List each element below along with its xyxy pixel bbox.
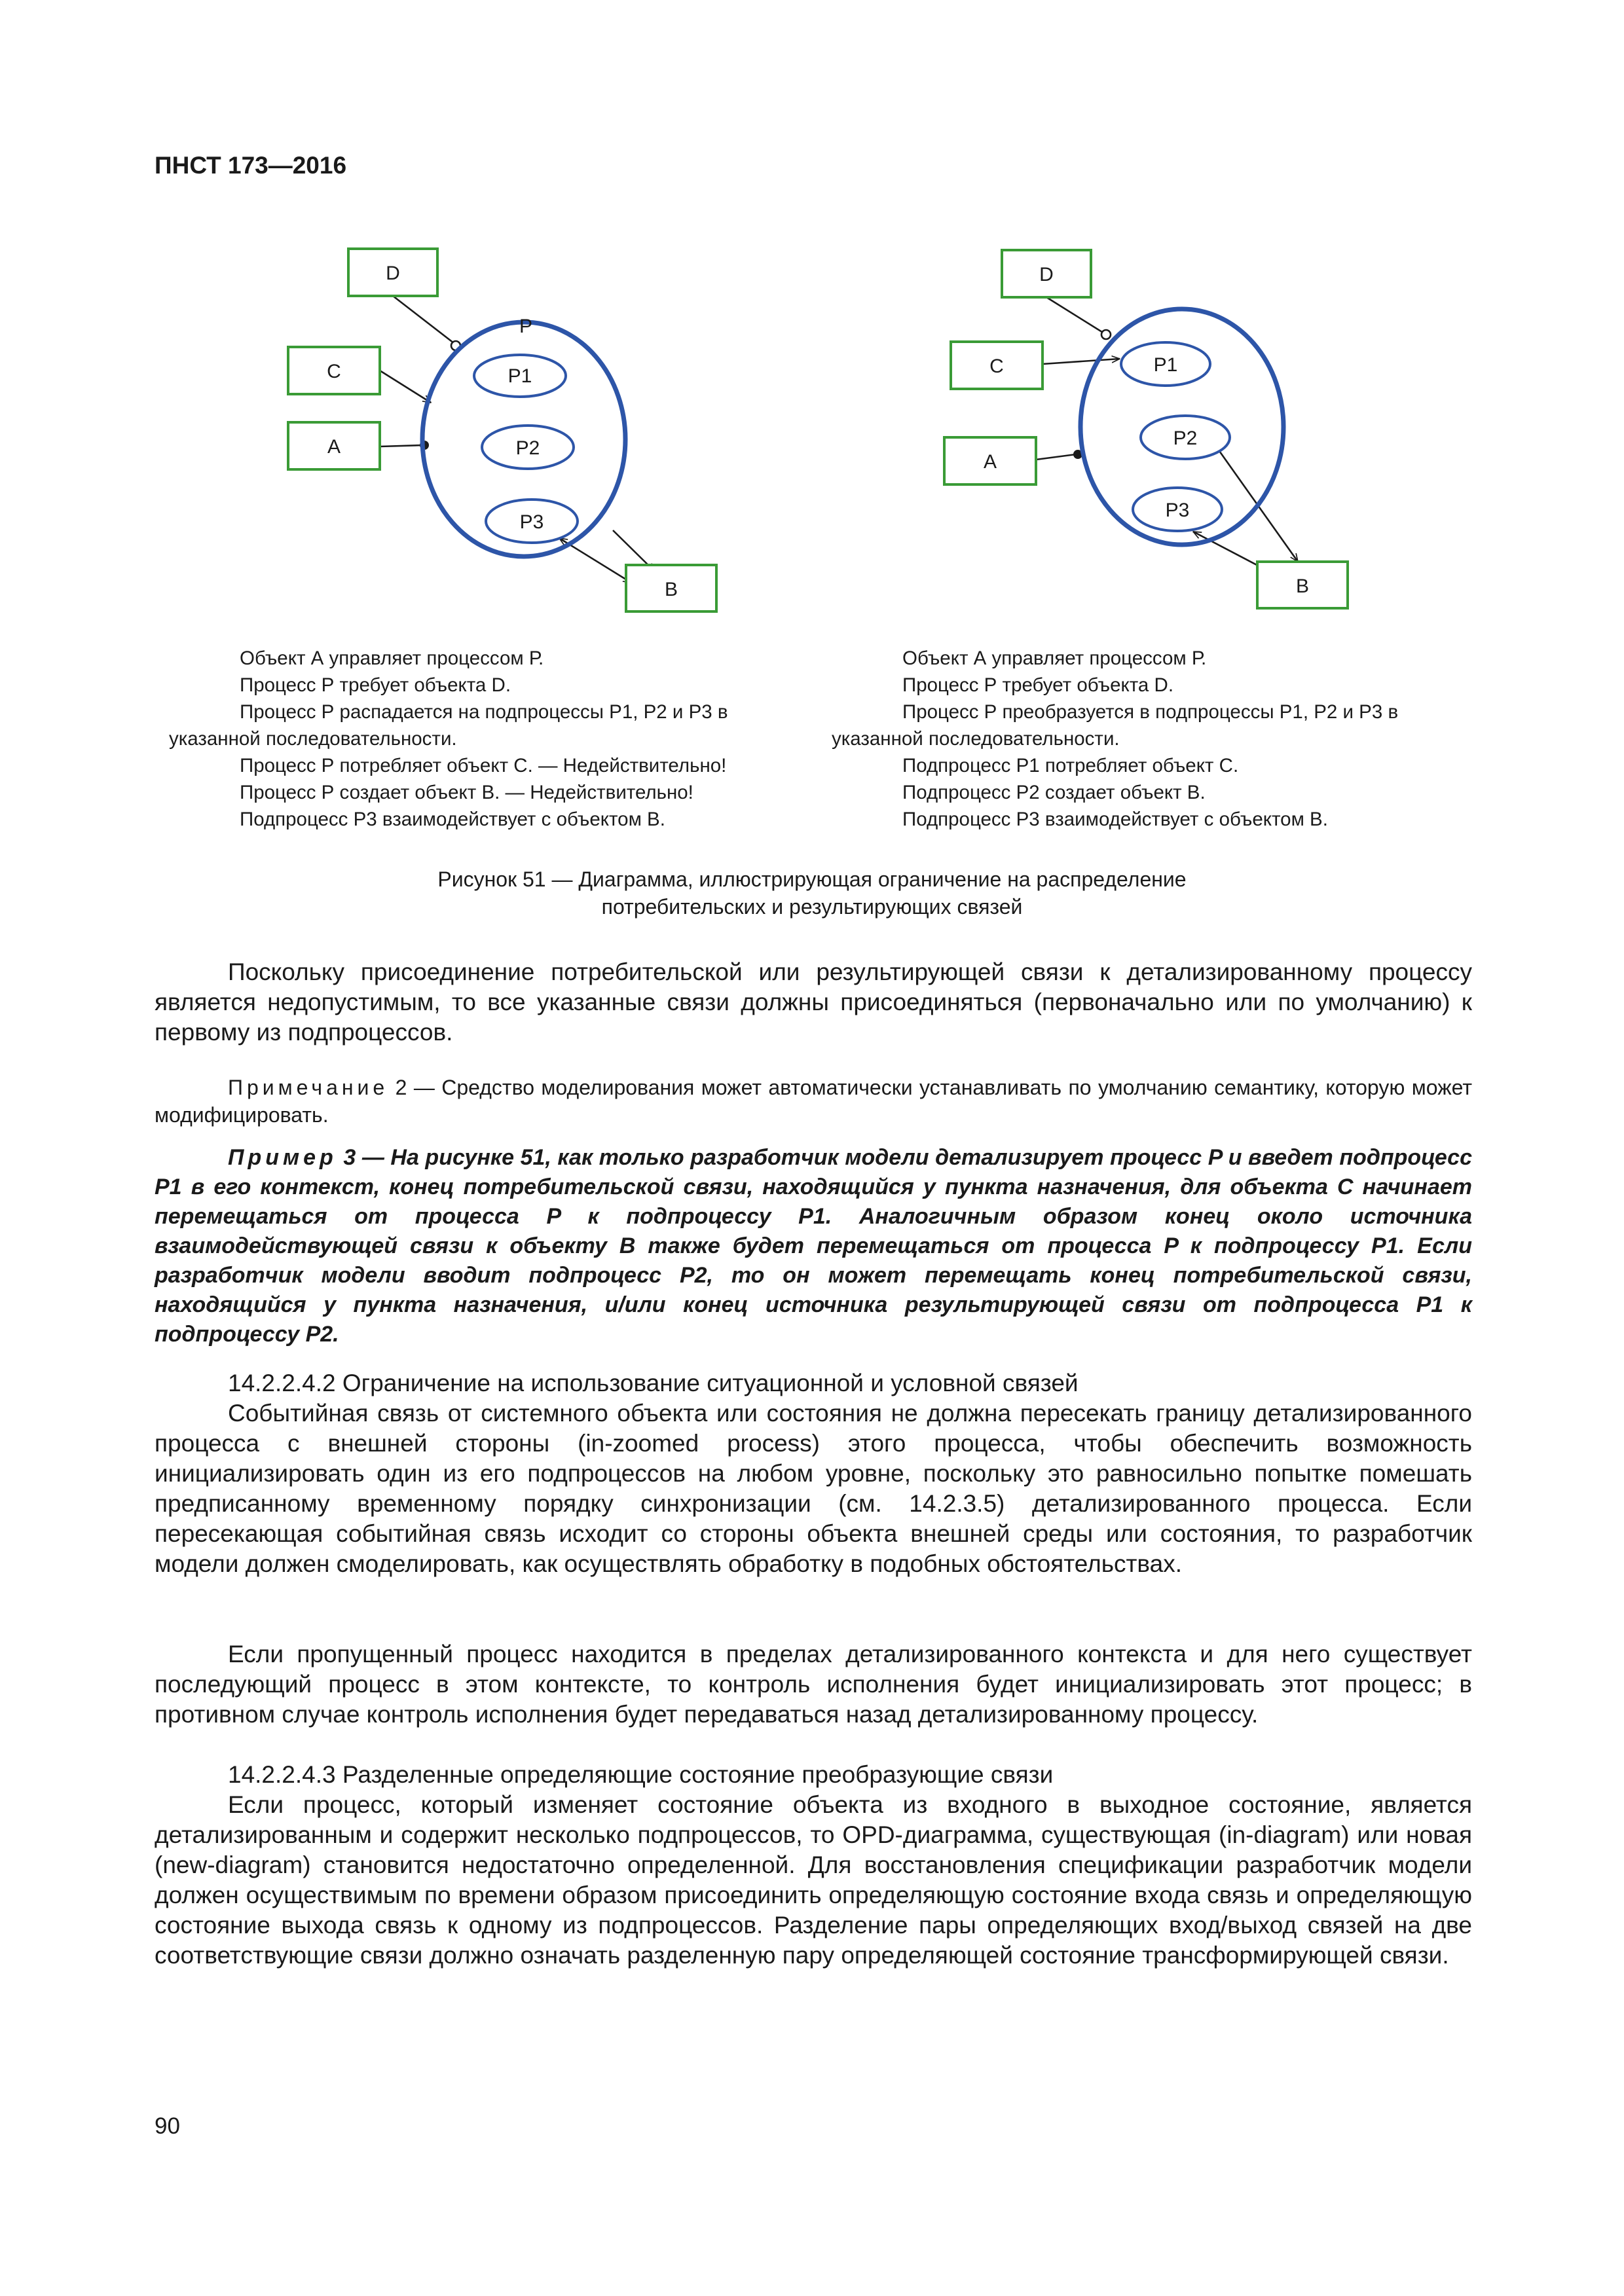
note-2 bbox=[155, 1074, 1472, 1129]
caption-line: Подпроцесс Р2 создает объект В. bbox=[902, 782, 1206, 803]
caption-line: Подпроцесс Р1 потребляет объект С. bbox=[902, 755, 1239, 776]
caption-line: Процесс Р распадается на подпроцессы Р1, Р2 и Р3 в bbox=[240, 701, 728, 723]
section-14-2-2-4-3-para1: Если процесс, который изменяет состояние объекта из входного в выходное состояние, является детализированным и содержит несколько подпроцессов, то OPD-диаграмма, существующая (in-diagram) или новая (new-diagram) становится недостаточно определенной. Для восстановления спецификации разработчик модели должен осуществимым по времени образом присоединить определяющую состояние входа связь и определяющую состояние выхода связь к одному из подпроцессов. Разделение пары определяющих вход/выход связей на две соответствующие связи должно означать разделенную пару определяющей состояние трансформирующей связи. bbox=[155, 1791, 1472, 1969]
object-d-label: D bbox=[1039, 264, 1054, 285]
figure-left-diagram bbox=[262, 242, 760, 635]
section-heading-14-2-2-4-3: 14.2.2.4.3 Разделенные определяющие состояние преобразующие связи bbox=[228, 1761, 1054, 1788]
paragraph-1: Поскольку присоединение потребительской или результирующей связи к детализированному процессу является недопустимым, то все указанные связи должны присоединяться (первоначально или по умолчанию) к первому из подпроцессов. bbox=[155, 958, 1472, 1046]
figure-left-caption bbox=[169, 645, 728, 833]
object-a-label: A bbox=[983, 451, 997, 473]
note-label: Примечание bbox=[228, 1076, 389, 1099]
caption-line: Процесс Р потребляет объект С. — Недействительно! bbox=[240, 755, 727, 776]
object-b-label: B bbox=[664, 579, 678, 600]
caption-line: Подпроцесс Р3 взаимодействует с объектом В. bbox=[240, 809, 665, 830]
link-a-p bbox=[1036, 454, 1076, 460]
link-c-p1 bbox=[1043, 359, 1120, 364]
caption-line: Процесс Р требует объекта D. bbox=[902, 674, 1174, 696]
example-3 bbox=[155, 1143, 1472, 1349]
caption-line: Процесс Р требует объекта D. bbox=[240, 674, 511, 696]
caption-line: указанной последовательности. bbox=[832, 728, 1120, 750]
caption-line: Объект А управляет процессом Р. bbox=[240, 647, 544, 669]
object-d-label: D bbox=[386, 263, 400, 284]
condition-circle bbox=[1101, 330, 1111, 339]
link-d-p bbox=[1046, 297, 1104, 333]
caption-line: указанной последовательности. bbox=[169, 728, 457, 750]
note-text: 2 — Средство моделирования может автоматически устанавливать по умолчанию семантику, которую может модифицировать. bbox=[155, 1076, 1472, 1127]
subprocess-p2-label: P2 bbox=[515, 437, 540, 459]
object-c-label: C bbox=[327, 361, 341, 382]
figure-caption-line1: Рисунок 51 — Диаграмма, иллюстрирующая ограничение на распределение bbox=[437, 867, 1187, 891]
document-header: ПНСТ 173—2016 bbox=[155, 152, 347, 179]
figure-caption-line2: потребительских и результирующих связей bbox=[601, 895, 1023, 919]
object-b-label: B bbox=[1295, 575, 1310, 597]
subprocess-p2-label: P2 bbox=[1173, 428, 1198, 449]
subprocess-p3-label: P3 bbox=[1165, 500, 1190, 521]
example-label: Пример bbox=[228, 1145, 337, 1170]
page-number: 90 bbox=[155, 2113, 180, 2139]
object-c-label: C bbox=[989, 355, 1004, 377]
figure-caption bbox=[151, 866, 1473, 920]
link-a-p bbox=[380, 445, 423, 446]
section-heading-14-2-2-4-2: 14.2.2.4.2 Ограничение на использование ситуационной и условной связей bbox=[228, 1370, 1079, 1396]
figure-right-caption bbox=[832, 645, 1398, 833]
link-d-p bbox=[393, 296, 454, 343]
subprocess-p1-label: P1 bbox=[507, 365, 532, 387]
figure-right-diagram bbox=[917, 242, 1414, 635]
section-14-2-2-4-2-para2: Если пропущенный процесс находится в пределах детализированного контекста и для него существует последующий процесс в этом контексте, то контроль исполнения будет инициализировать этот процесс; в противном случае контроль исполнения будет передаваться назад детализированному процессу. bbox=[155, 1641, 1472, 1728]
section-14-2-2-4-2-para1: Событийная связь от системного объекта или состояния не должна пересекать границу детализированного процесса с внешней стороны (in-zoomed process) этого процесса, чтобы обеспечить возможность инициализировать один из его подпроцессов на любом уровне, поскольку это равносильно попытке помешать предписанному временному порядку синхронизации (см. 14.2.3.5) детализированного процесса. Если пересекающая событийная связь исходит со стороны объекта внешней среды или состояния, то разработчик модели должен смоделировать, как осуществлять обработку в подобных обстоятельствах. bbox=[155, 1400, 1472, 1577]
object-a-label: A bbox=[327, 436, 341, 458]
caption-line: Объект А управляет процессом Р. bbox=[902, 647, 1207, 669]
subprocess-p1-label: P1 bbox=[1153, 354, 1178, 376]
caption-line: Подпроцесс Р3 взаимодействует с объектом В. bbox=[902, 809, 1328, 830]
caption-line: Процесс Р преобразуется в подпроцессы Р1, Р2 и Р3 в bbox=[902, 701, 1399, 723]
process-p-label: P bbox=[519, 316, 533, 337]
caption-line: Процесс Р создает объект В. — Недействительно! bbox=[240, 782, 693, 803]
subprocess-p3-label: P3 bbox=[519, 511, 544, 533]
example-text: 3 — На рисунке 51, как только разработчик модели детализирует процесс P и введет подпроцесс P1 в его контекст, конец потребительской связи, находящийся у пункта назначения, для объекта С начинает перемещаться от процесса P к подпроцессу P1. Аналогичным образом конец около источника взаимодействующей связи к объекту В также будет перемещаться от процесса P к подпроцессу P1. Если разработчик модели вводит подпроцесс P2, то он может перемещать конец потребительской связи, находящийся у пункта назначения, и/или конец источника результирующей связи от подпроцесса P1 к подпроцессу P2. bbox=[155, 1145, 1472, 1347]
link-c-p bbox=[380, 371, 431, 403]
